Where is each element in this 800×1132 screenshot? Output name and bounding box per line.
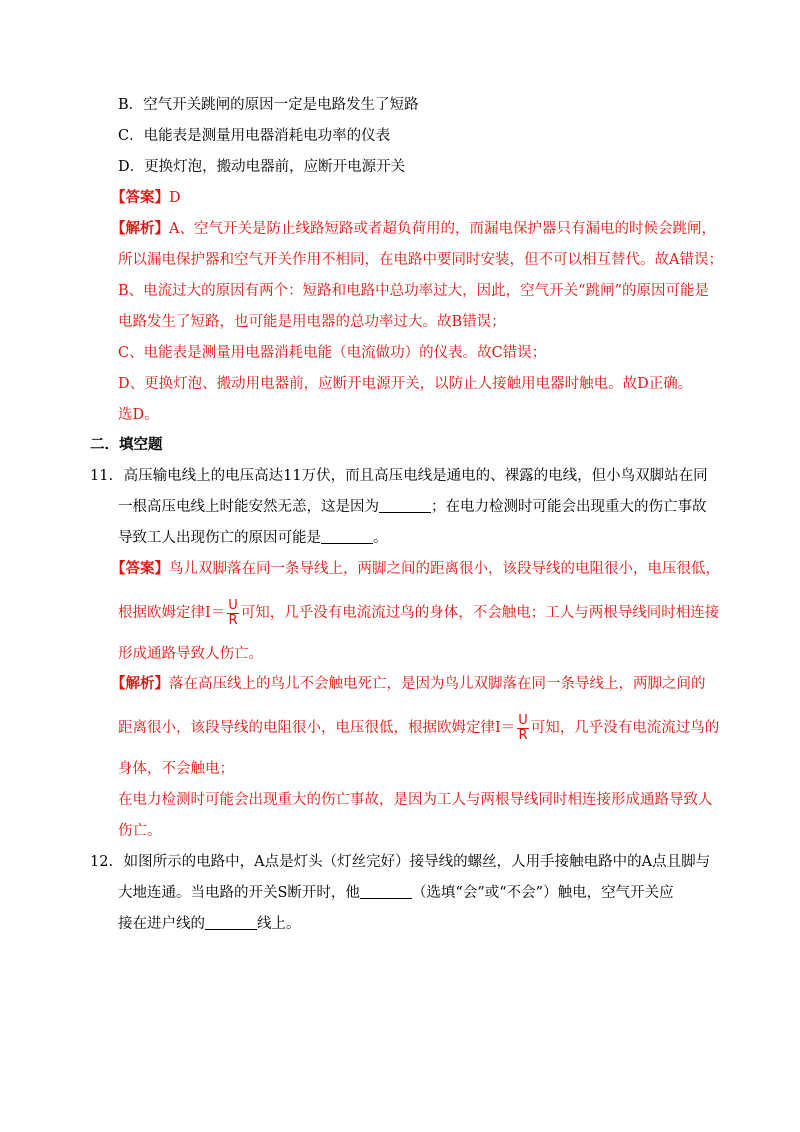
q12-text: 如图所示的电路中，A点是灯头（灯丝完好）接导线的螺丝，人用手接触电路中的A点且脚与 [123,854,711,870]
option-c: C．电能表是测量用电器消耗电功率的仪表 [118,128,391,144]
q11-answer-line: 形成通路导致人伤亡。 [118,646,263,662]
q11-number: 11. [90,468,114,484]
analysis-line: 选D。 [118,407,159,423]
q11-line [90,466,708,486]
q12-text: （选填“会”或“不会”）触电，空气开关应 [411,885,674,901]
q12-line [118,914,301,934]
q12-text: 线上。 [257,916,301,932]
q11-answer [111,559,720,579]
q12-text: 接在进户线的 [118,916,205,932]
answer-value: D [169,190,181,206]
section-title: 二．填空题 [90,436,163,453]
analysis-line: C、电能表是测量用电器消耗电能（电流做功）的仪表。故C错误； [118,345,547,361]
q11-text: 。 [373,530,388,546]
q11-analysis-line: 身体，不会触电； [118,761,234,777]
fraction-denominator: R [518,727,528,743]
q11-analysis [111,674,706,694]
answer-tag: 【答案】 [111,189,169,206]
fill-blank [379,498,431,513]
q12-number: 12. [90,854,114,870]
q11-analysis-line [118,711,719,745]
answer-tag: 【答案】 [111,560,169,577]
fraction-denominator: R [228,612,238,628]
q11-text: 高压输电线上的电压高达11万伏，而且高压电线是通电的、裸露的电线，但小鸟双脚站在同 [123,468,708,484]
q11-line [118,497,707,517]
analysis-text: 可知，几乎没有电流流过鸟的 [530,720,720,736]
answer-text: 鸟儿双脚落在同一条导线上，两脚之间的距离很小，该段导线的电阻很小，电压很低， [169,561,720,577]
q11-text: ；在电力检测时可能会出现重大的伤亡事故 [431,499,707,515]
answer-text: 可知，几乎没有电流流过鸟的身体，不会触电；工人与两根导线同时相连接 [240,605,720,621]
option-d: D．更换灯泡，搬动电器前，应断开电源开关 [118,159,406,175]
option-b: B．空气开关跳闸的原因一定是电路发生了短路 [118,97,419,113]
q11-line [118,528,388,548]
q11-text: 一根高压电线上时能安然无恙，这是因为 [118,499,379,515]
q12-line [118,883,674,903]
analysis-tag: 【解析】 [111,220,169,237]
fill-blank [205,915,257,930]
ohm-fraction [517,714,529,743]
fill-blank [321,529,373,544]
analysis-text: 落在高压线上的鸟儿不会触电死亡，是因为鸟儿双脚落在同一条导线上，两脚之间的 [169,676,706,692]
analysis-line: 所以漏电保护器和空气开关作用不相同，在电路中要同时安装，但不可以相互替代。故A错误； [118,252,723,268]
analysis-line: 电路发生了短路，也可能是用电器的总功率过大。故B错误； [118,314,506,330]
analysis-line: B、电流过大的原因有两个：短路和电路中总功率过大，因此，空气开关“跳闸”的原因可能是 [118,283,709,299]
analysis-text: A、空气开关是防止线路短路或者超负荷用的，而漏电保护器只有漏电的时候会跳闸， [169,221,716,237]
answer-text: 根据欧姆定律I＝ [118,605,226,621]
q11-analysis-line: 在电力检测时可能会出现重大的伤亡事故，是因为工人与两根导线同时相连接形成通路导致人 [118,792,713,808]
ohm-fraction [227,599,239,628]
q11-text: 导致工人出现伤亡的原因可能是 [118,530,321,546]
analysis-tag: 【解析】 [111,675,169,692]
analysis-line [111,219,716,239]
answer-block [111,188,181,208]
q11-answer-line [118,596,719,630]
q12-line [90,852,710,872]
q11-analysis-line: 伤亡。 [118,823,162,839]
analysis-line: D、更换灯泡、搬动用电器前，应断开电源开关，以防止人接触用电器时触电。故D正确。 [118,376,693,392]
analysis-text: 距离很小，该段导线的电阻很小，电压很低，根据欧姆定律I＝ [118,720,516,736]
fill-blank [360,884,412,899]
fraction-numerator: U [518,712,528,728]
fraction-numerator: U [228,597,238,613]
q12-text: 大地连通。当电路的开关S断开时，他 [118,885,360,901]
